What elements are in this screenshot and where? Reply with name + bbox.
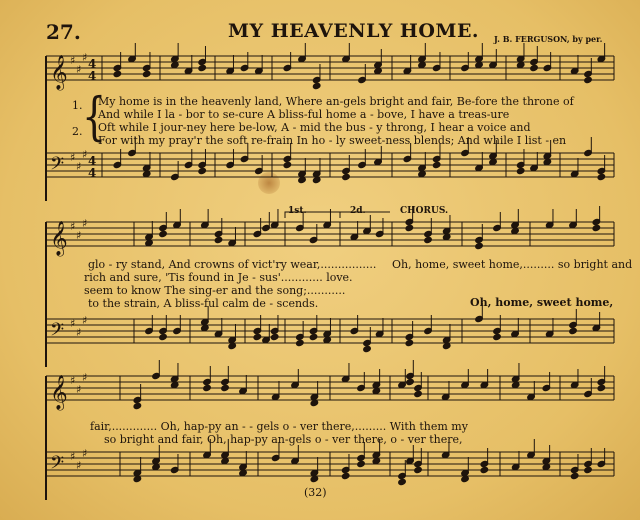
bass-clef-icon: 𝄢 bbox=[50, 154, 65, 179]
note-head bbox=[584, 466, 593, 473]
time-signature-bottom: 4 bbox=[88, 166, 97, 180]
note-head bbox=[296, 339, 305, 346]
note-head bbox=[475, 242, 484, 249]
system2-lyric-3: seem to know The sing-er and the song;........... bbox=[84, 284, 346, 297]
time-signature-top: 4 bbox=[88, 154, 97, 168]
sharp-icon: ♯ bbox=[82, 447, 88, 460]
note-head bbox=[480, 466, 489, 473]
sharp-icon: ♯ bbox=[82, 51, 88, 64]
lyric-line-2: And while I la - bor to se-cure A bliss-ful home a - bove, I have a treas-ure bbox=[98, 108, 510, 121]
note-head bbox=[214, 236, 223, 243]
verse-number-2: 2. bbox=[72, 125, 83, 138]
lyric-line-3: Oft while I jour-ney here be-low, A - mid the bus - y throng, I hear a voice and bbox=[98, 121, 531, 134]
lyric-brace: { bbox=[82, 86, 107, 147]
note-head bbox=[253, 333, 262, 340]
sharp-icon: ♯ bbox=[76, 229, 82, 242]
time-signature-top: 4 bbox=[88, 57, 97, 71]
note-head bbox=[363, 345, 372, 352]
note-head bbox=[203, 384, 212, 391]
composer-credit: J. B. FERGUSON, by per. bbox=[494, 34, 603, 44]
system2-lyric-4: to the strain, A bliss-ful calm de - scends. bbox=[88, 297, 319, 310]
note-head bbox=[159, 230, 168, 237]
note-head bbox=[406, 378, 415, 385]
note-head bbox=[133, 402, 142, 409]
note-head bbox=[221, 384, 230, 391]
note-head bbox=[270, 333, 279, 340]
note-head bbox=[398, 478, 407, 485]
note-head bbox=[405, 224, 414, 231]
lyric-line-4: For with my pray'r the soft re-frain In ho - ly sweet-ness blends; And while I list - en bbox=[98, 134, 567, 147]
note-head bbox=[530, 64, 539, 71]
sharp-icon: ♯ bbox=[70, 220, 76, 233]
note-head bbox=[405, 339, 414, 346]
lyric-line-1: My home is in the heavenly land, Where an-gels bright and fair, Be-fore the throne of bbox=[98, 95, 574, 108]
note-head bbox=[309, 333, 318, 340]
sharp-icon: ♯ bbox=[70, 151, 76, 164]
note-head bbox=[592, 224, 601, 231]
note-head bbox=[159, 333, 168, 340]
note-head bbox=[341, 472, 350, 479]
sharp-icon: ♯ bbox=[76, 63, 82, 76]
system3-lyric-bass: so bright and fair, Oh, hap-py an-gels o - ver there, o - ver there, bbox=[104, 433, 463, 446]
bass-clef-icon: 𝄢 bbox=[50, 453, 65, 478]
treble-clef-icon: 𝄞 bbox=[50, 221, 68, 256]
chorus-label: CHORUS. bbox=[400, 206, 449, 216]
note-head bbox=[312, 82, 321, 89]
note-head bbox=[198, 167, 207, 174]
note-head bbox=[342, 173, 351, 180]
note-head bbox=[516, 167, 525, 174]
sharp-icon: ♯ bbox=[82, 371, 88, 384]
sharp-icon: ♯ bbox=[82, 314, 88, 327]
sharp-icon: ♯ bbox=[70, 317, 76, 330]
note-head bbox=[569, 327, 578, 334]
time-signature-bottom: 4 bbox=[88, 69, 97, 83]
note-head bbox=[432, 161, 441, 168]
chorus-lyric-bass: Oh, home, sweet home, bbox=[470, 296, 614, 309]
note-head bbox=[283, 161, 292, 168]
chorus-lyric-top: Oh, home, sweet home,......... so bright and bbox=[392, 258, 633, 271]
note-head bbox=[414, 390, 423, 397]
sharp-icon: ♯ bbox=[70, 54, 76, 67]
sharp-icon: ♯ bbox=[76, 326, 82, 339]
sharp-icon: ♯ bbox=[82, 148, 88, 161]
sharp-icon: ♯ bbox=[70, 450, 76, 463]
hymn-title: MY HEAVENLY HOME. bbox=[228, 20, 480, 42]
note-head bbox=[198, 64, 207, 71]
sharp-icon: ♯ bbox=[82, 217, 88, 230]
bass-clef-icon: 𝄢 bbox=[50, 320, 65, 345]
sharp-icon: ♯ bbox=[76, 459, 82, 472]
note-head bbox=[142, 70, 151, 77]
sharp-icon: ♯ bbox=[76, 383, 82, 396]
second-ending-label: 2d. bbox=[350, 206, 366, 216]
first-ending-label: 1st. bbox=[288, 206, 307, 216]
note-head bbox=[113, 70, 122, 77]
note-head bbox=[357, 460, 366, 467]
system2-lyric-2: rich and sure, 'Tis found in Je - sus'............ love. bbox=[84, 271, 353, 284]
treble-clef-icon: 𝄞 bbox=[50, 55, 68, 90]
note-head bbox=[597, 384, 606, 391]
system2-lyric-1: glo - ry stand, And crowns of vict'ry wear,................ bbox=[88, 258, 377, 271]
treble-clef-icon: 𝄞 bbox=[50, 375, 68, 410]
sharp-icon: ♯ bbox=[76, 160, 82, 173]
note-head bbox=[493, 333, 502, 340]
note-head bbox=[570, 472, 579, 479]
note-head bbox=[584, 76, 593, 83]
sharp-icon: ♯ bbox=[70, 374, 76, 387]
note-head bbox=[414, 466, 423, 473]
note-head bbox=[424, 236, 433, 243]
note-head bbox=[597, 173, 606, 180]
hymn-number: 27. bbox=[46, 20, 81, 44]
verse-number-1: 1. bbox=[72, 99, 83, 112]
system3-lyric-treble: fair,............. Oh, hap-py an - - gels o - ver there,......... With them my bbox=[90, 420, 468, 433]
page-number: (32) bbox=[304, 486, 327, 499]
